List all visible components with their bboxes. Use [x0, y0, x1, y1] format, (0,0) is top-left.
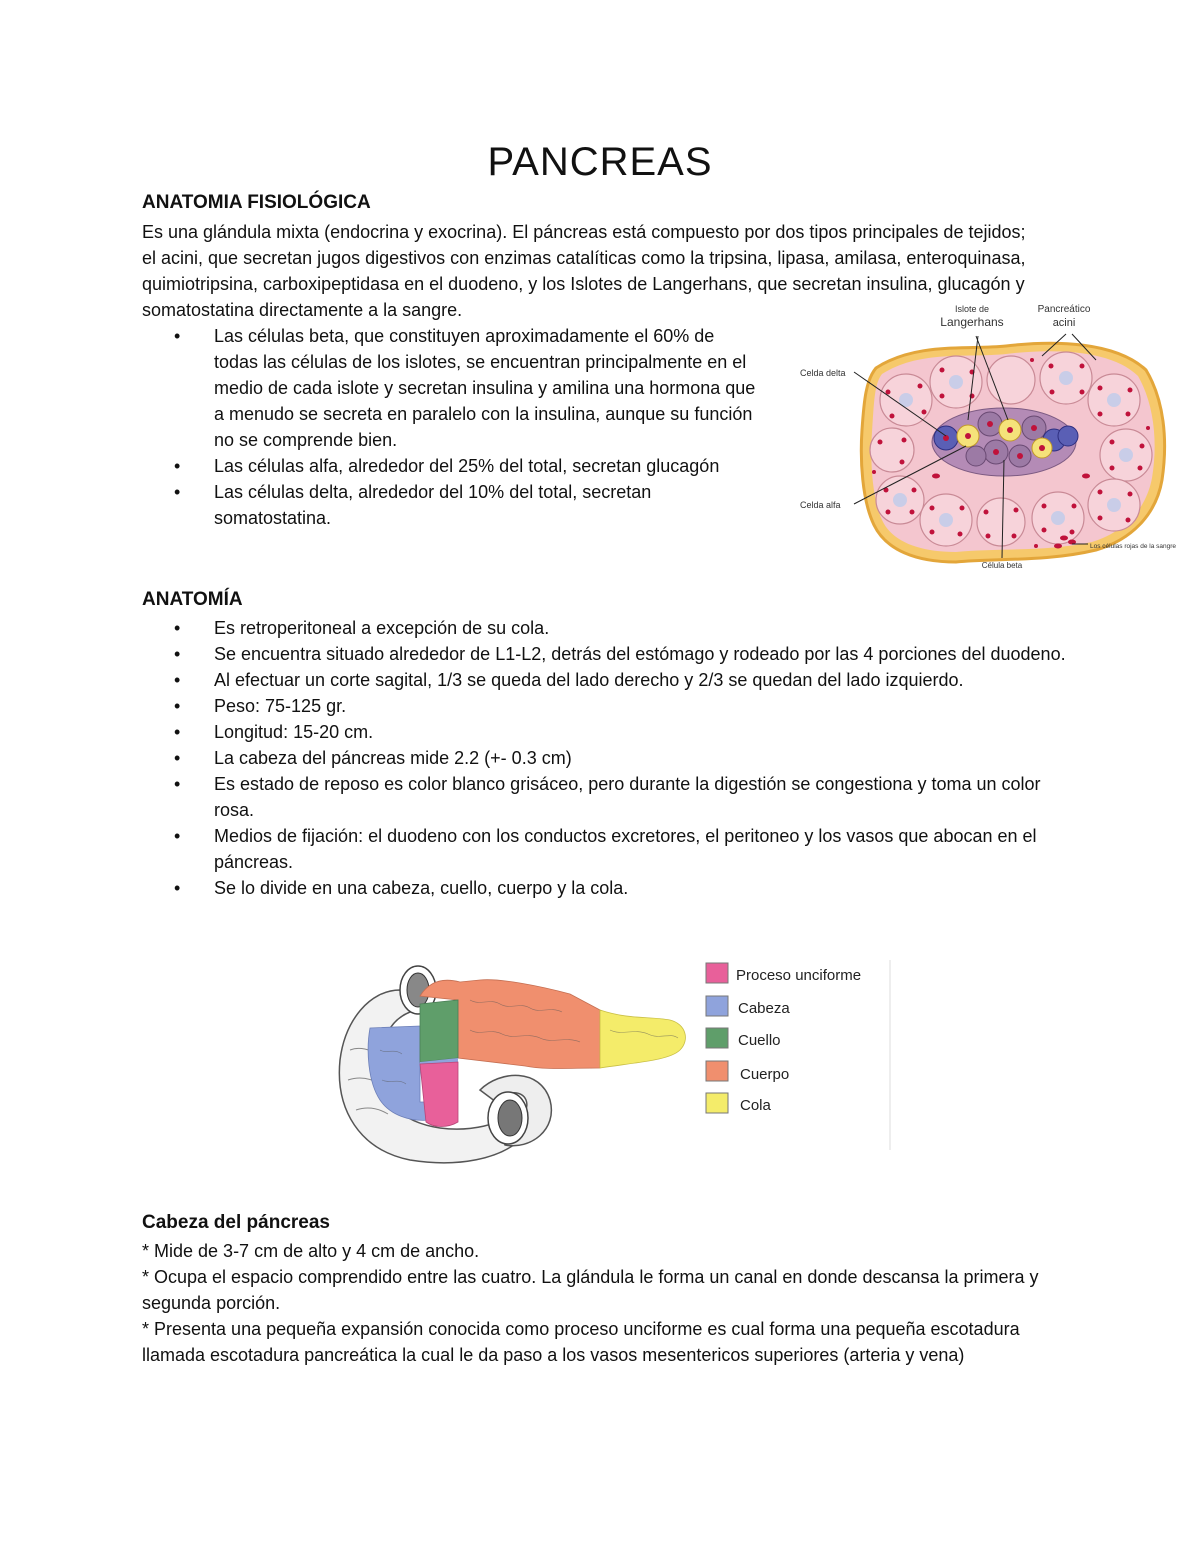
label-acini-line1: Pancreático: [1037, 304, 1091, 315]
legend-label-cuello: Cuello: [738, 1032, 781, 1049]
list-item: • Las células delta, alrededor del 10% del total, secretan somatostatina.: [142, 479, 762, 531]
cell-types-list: [142, 323, 762, 531]
list-item: • Es estado de reposo es color blanco grisáceo, pero durante la digestión se congestiona y toma un color rosa.: [142, 771, 1072, 823]
label-delta: Celda delta: [800, 368, 846, 378]
label-alpha: Celda alfa: [800, 500, 841, 510]
label-rbc: Los células rojas de la sangre: [1090, 543, 1176, 550]
legend-label-cola: Cola: [740, 1097, 771, 1114]
list-item: • Al efectuar un corte sagital, 1/3 se queda del lado derecho y 2/3 se quedan del lado izquierdo.: [142, 667, 1072, 693]
section-heading-anatomia: ANATOMÍA: [142, 589, 243, 610]
section-heading-anatomia-fisiologica: ANATOMIA FISIOLÓGICA: [142, 192, 371, 213]
list-item: * Ocupa el espacio comprendido entre las cuatro. La glándula le forma un canal en donde descansa la primera y segunda porción.: [142, 1267, 1039, 1313]
anatomy-list: [142, 615, 1072, 901]
list-item: • Longitud: 15-20 cm.: [142, 719, 1072, 745]
list-item: • Se encuentra situado alrededor de L1-L2, detrás del estómago y rodeado por las 4 porciones del duodeno.: [142, 641, 1072, 667]
label-islet-line1: Islote de: [954, 304, 990, 314]
list-item: • Medios de fijación: el duodeno con los conductos excretores, el peritoneo y los vasos que abocan en el páncreas.: [142, 823, 1072, 875]
islet-cells: [932, 408, 1078, 476]
head-details-list: [142, 1238, 1062, 1368]
star-marker: *: [142, 1241, 155, 1261]
star-marker: *: [142, 1267, 155, 1287]
legend-swatch: [706, 1093, 728, 1113]
islet-of-langerhans-figure: [796, 300, 1182, 572]
legend-swatch: [706, 963, 728, 983]
region-cuello: [420, 1000, 458, 1062]
section-heading-cabeza: Cabeza del páncreas: [142, 1212, 330, 1233]
legend: [706, 963, 861, 1114]
list-item: • Peso: 75-125 gr.: [142, 693, 1072, 719]
star-marker: *: [142, 1319, 155, 1339]
legend-swatch: [706, 1028, 728, 1048]
legend-swatch: [706, 1061, 728, 1081]
list-item: * Mide de 3-7 cm de alto y 4 cm de ancho.: [142, 1241, 480, 1261]
label-beta: Célula beta: [981, 561, 1023, 570]
list-item: • Se lo divide en una cabeza, cuello, cuerpo y la cola.: [142, 875, 1072, 901]
region-cola: [600, 1010, 685, 1068]
intro-paragraph: Es una glándula mixta (endocrina y exocrina). El páncreas está compuesto por dos tipos principales de tejidos; el acini, que secretan jugos digestivos con enzimas catalíticas como la tripsina, lipasa, amilasa, enteroquinasa, quimiotripsina, carboxipeptidasa en el duodeno, y los Islotes de Langerhans, que secretan insulina, glucagón y somatostatina directamente a la sangre.: [142, 222, 1026, 320]
pancreas-regions-figure: [330, 950, 895, 1170]
list-item: • Es retroperitoneal a excepción de su cola.: [142, 615, 1072, 641]
list-item: * Presenta una pequeña expansión conocida como proceso unciforme es cual forma una pequeña escotadura llamada escotadura pancreática la cual le da paso a los vasos mesentericos superiores (arteria y vena): [142, 1319, 1020, 1365]
legend-label-proceso-unciforme: Proceso unciforme: [736, 967, 862, 984]
list-item: • La cabeza del páncreas mide 2.2 (+- 0.3 cm): [142, 745, 1072, 771]
page-title: PANCREAS: [487, 140, 713, 184]
label-islet-line2: Langerhans: [940, 315, 1004, 329]
legend-label-cabeza: Cabeza: [738, 1000, 790, 1017]
label-acini-line2: acini: [1052, 317, 1076, 329]
legend-swatch: [706, 996, 728, 1016]
list-item: • Las células beta, que constituyen aproximadamente el 60% de todas las células de los islotes, se encuentran principalmente en el medio de cada islote y secretan insulina y amilina una hormona que a menudo se secreta en paralelo con la insulina, aunque su función no se comprende bien.: [142, 323, 762, 453]
list-item: • Las células alfa, alrededor del 25% del total, secretan glucagón: [142, 453, 762, 479]
region-proceso-unciforme: [420, 1062, 458, 1127]
legend-label-cuerpo: Cuerpo: [740, 1066, 790, 1083]
